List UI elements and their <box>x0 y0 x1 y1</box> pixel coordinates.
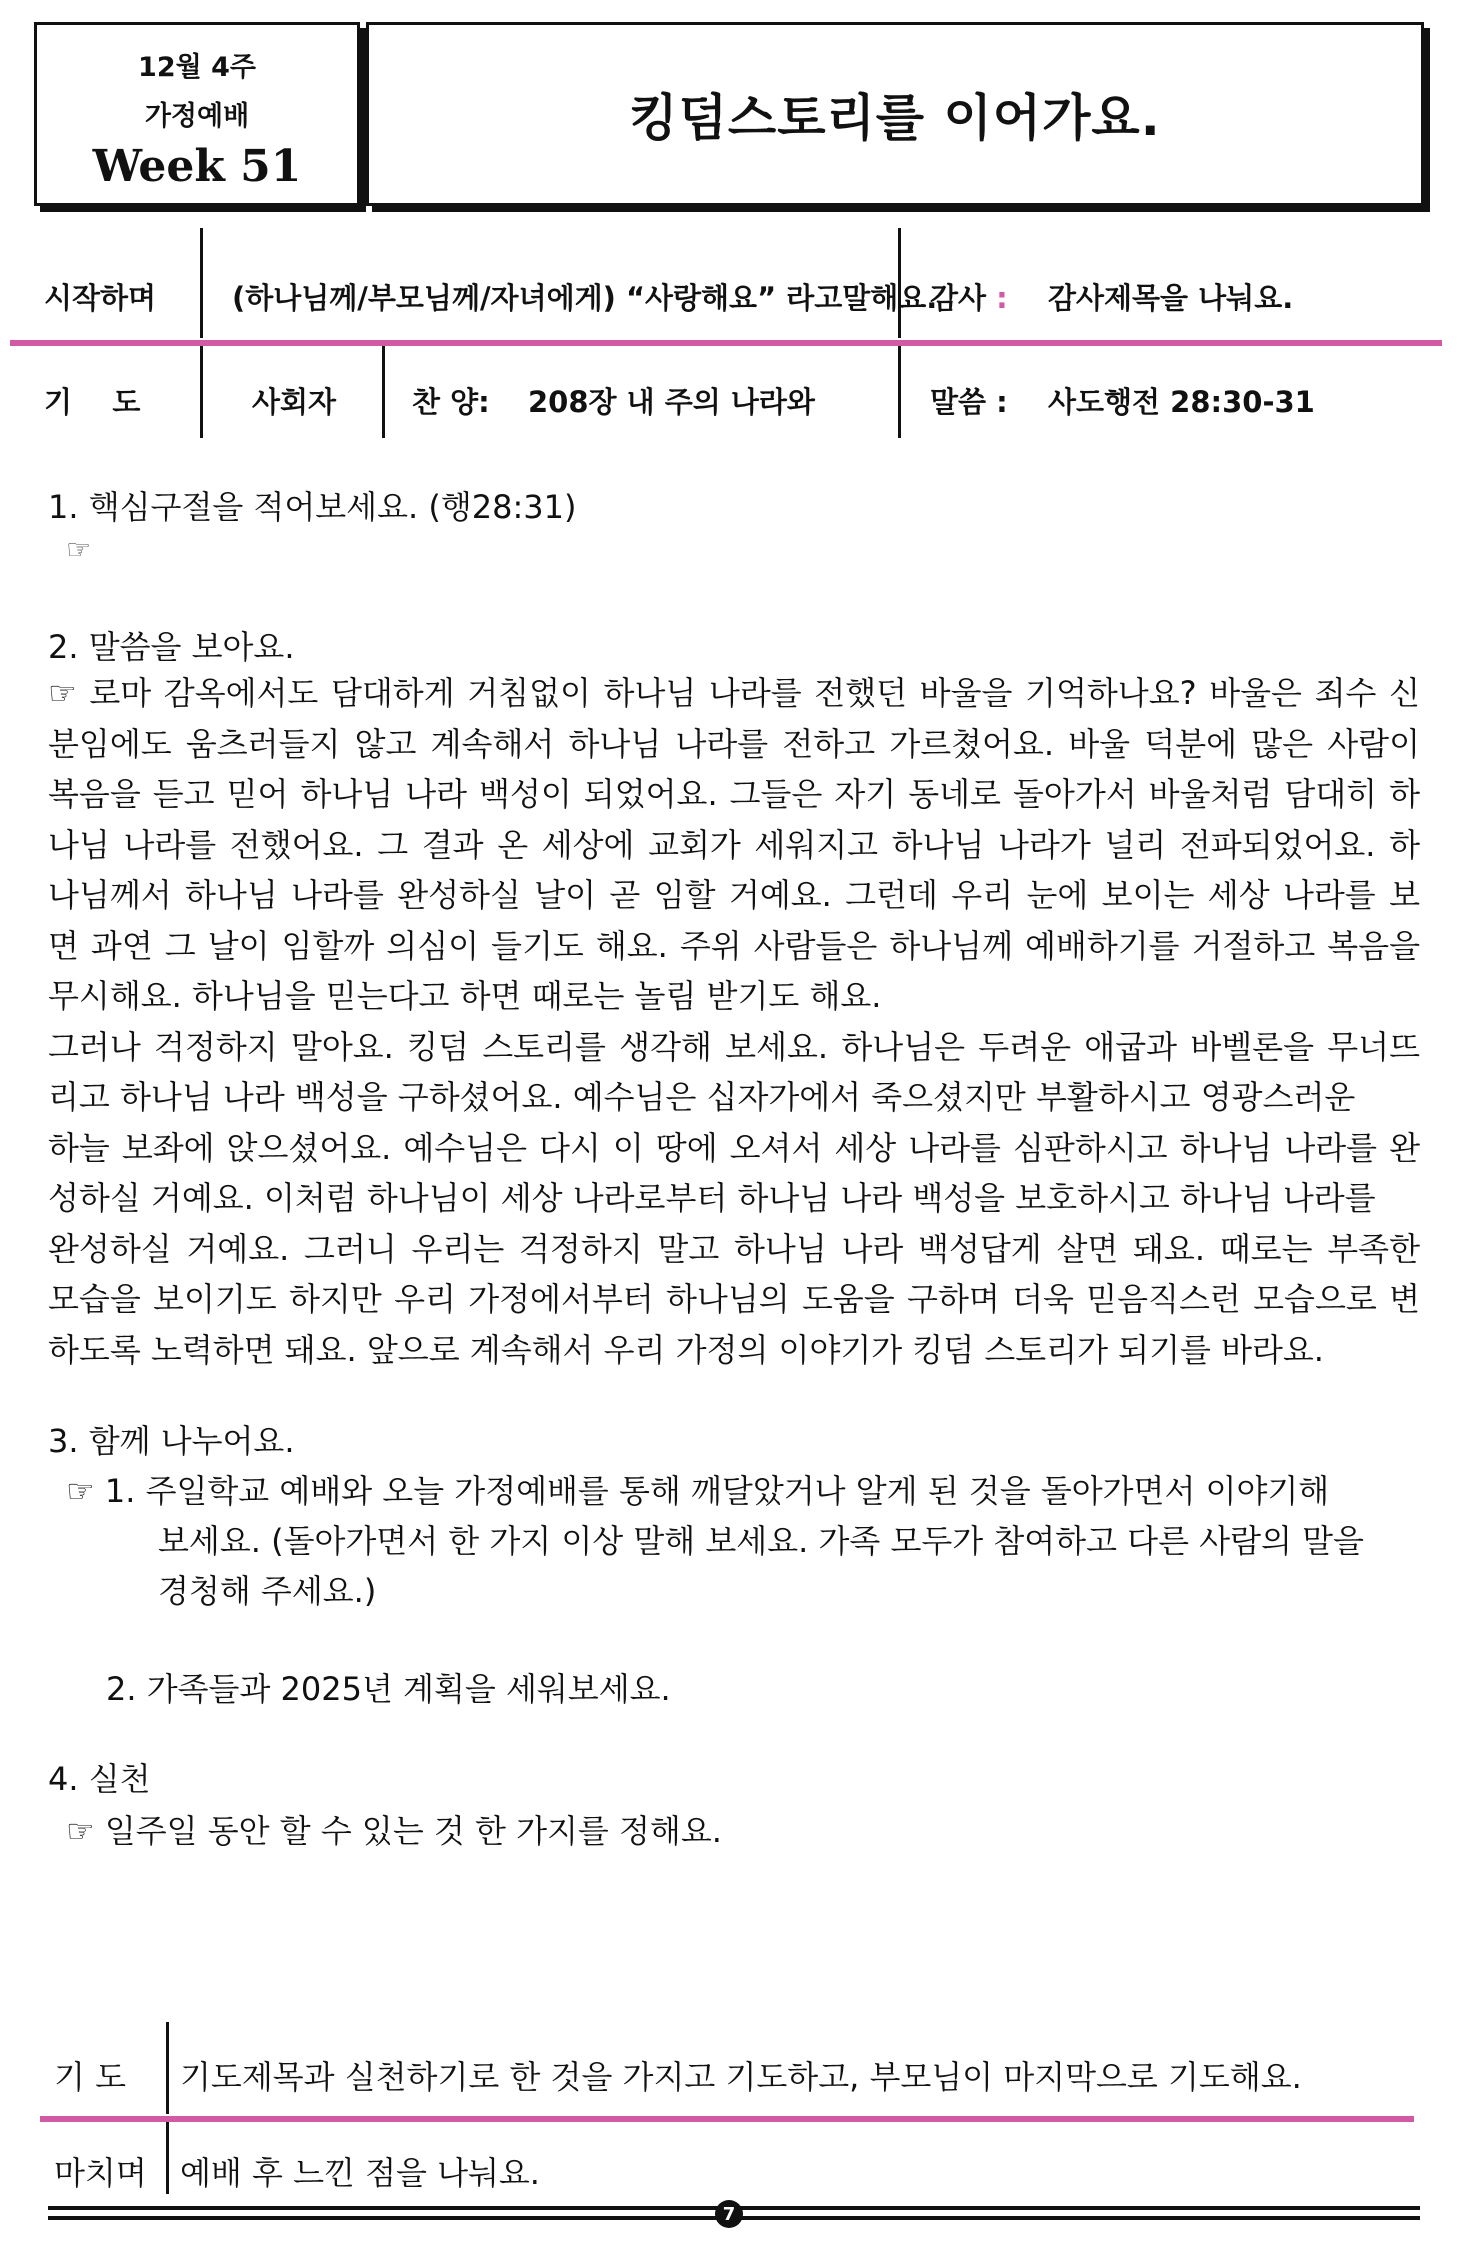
table-divider <box>200 346 203 438</box>
hymn-text: 208장 내 주의 나라와 <box>528 385 815 419</box>
thanks-colon: : <box>996 281 1008 315</box>
table-divider <box>200 228 203 338</box>
section-2-body <box>48 668 1420 1375</box>
section-4-title: 4. 실천 <box>48 1760 151 1798</box>
word-text: 사도행전 28:30-31 <box>1048 385 1315 419</box>
page-title: 킹덤스토리를 이어가요. <box>629 89 1161 147</box>
hymn-label: 찬 양: <box>412 385 490 419</box>
footer-closing-text: 예배 후 느낀 점을 나눠요. <box>180 2154 540 2192</box>
body-line: 면 과연 그 날이 임할까 의심이 들기도 해요. 주위 사람들은 하나님께 예배하기를 거절하고 복음을 <box>48 926 1420 965</box>
thanks-label <box>930 276 1008 317</box>
body-line: 하도록 노력하면 돼요. 앞으로 계속해서 우리 가정의 이야기가 킹덤 스토리가 되기를 바라요. <box>48 1330 1324 1369</box>
footer-closing-label: 마치며 <box>54 2154 147 2192</box>
body-line: 완성하실 거예요. 그러니 우리는 걱정하지 말고 하나님 나라 백성답게 살면 돼요. 때로는 부족한 <box>48 1229 1420 1268</box>
start-text: (하나님께/부모님께/자녀에게) “사랑해요” 라고말해요. <box>232 281 938 315</box>
body-line: 그러나 걱정하지 말아요. 킹덤 스토리를 생각해 보세요. 하나님은 두려운 애굽과 바벨론을 무너뜨 <box>48 1027 1420 1066</box>
practice-text: ☞ 일주일 동안 할 수 있는 것 한 가지를 정해요. <box>66 1812 722 1850</box>
footer-prayer-text: 기도제목과 실천하기로 한 것을 가지고 기도하고, 부모님이 마지막으로 기도해요. <box>180 2058 1302 2096</box>
thanks-text: 감사제목을 나눠요. <box>1048 281 1294 315</box>
week-number: Week 51 <box>92 141 302 192</box>
footer-pink-rule <box>40 2116 1414 2122</box>
host-label: 사회자 <box>252 385 337 419</box>
body-line: 복음을 듣고 믿어 하나님 나라 백성이 되었어요. 그들은 자기 동네로 돌아가서 바울처럼 담대히 하 <box>48 775 1420 813</box>
table-divider <box>382 346 385 438</box>
table-divider <box>898 346 901 438</box>
footer-prayer-label: 기 도 <box>54 2058 126 2096</box>
footer-divider <box>166 2022 169 2114</box>
pointer-icon: ☞ <box>66 533 92 566</box>
word-label: 말씀 : <box>930 385 1008 419</box>
section-3-title: 3. 함께 나누어요. <box>48 1422 295 1460</box>
share-item-1-line2: 보세요. (돌아가면서 한 가지 이상 말해 보세요. 가족 모두가 참여하고 다른 사람의 말을 <box>158 1522 1364 1560</box>
week-date: 12월 4주 <box>138 52 256 83</box>
body-line: 나님께서 하나님 나라를 완성하실 날이 곧 임할 거예요. 그런데 우리 눈에 보이는 세상 나라를 보 <box>48 876 1420 914</box>
share-item-1-line1: ☞ 1. 주일학교 예배와 오늘 가정예배를 통해 깨달았거나 알게 된 것을 돌아가면서 이야기해 <box>66 1472 1330 1510</box>
body-line: 무시해요. 하나님을 믿는다고 하면 때로는 놀림 받기도 해요. <box>48 977 882 1015</box>
prayer-label: 기 도 <box>44 385 141 419</box>
share-item-2: 2. 가족들과 2025년 계획을 세워보세요. <box>106 1670 671 1708</box>
table-pink-rule <box>10 340 1442 346</box>
thanks-label-text: 감사 <box>930 281 987 315</box>
share-item-1-line3: 경청해 주세요.) <box>158 1572 377 1610</box>
section-1-title: 1. 핵심구절을 적어보세요. (행28:31) <box>48 488 577 526</box>
body-line: 나님 나라를 전했어요. 그 결과 온 세상에 교회가 세워지고 하나님 나라가 널리 전파되었어요. 하 <box>48 825 1420 864</box>
body-line: ☞ 로마 감옥에서도 담대하게 거침없이 하나님 나라를 전했던 바울을 기억하나요? 바울은 죄수 신 <box>48 674 1420 712</box>
body-line: 성하실 거예요. 이처럼 하나님이 세상 나라로부터 하나님 나라 백성을 보호하시고 하나님 나라를 <box>48 1179 1376 1217</box>
body-line: 리고 하나님 나라 백성을 구하셨어요. 예수님은 십자가에서 죽으셨지만 부활하시고 영광스러운 <box>48 1078 1356 1116</box>
start-label: 시작하며 <box>44 281 157 315</box>
title-box <box>366 22 1424 206</box>
section-2-title: 2. 말씀을 보아요. <box>48 628 295 666</box>
footer-divider <box>166 2122 169 2194</box>
body-line: 하늘 보좌에 앉으셨어요. 예수님은 다시 이 땅에 오셔서 세상 나라를 심판하시고 하나님 나라를 완 <box>48 1128 1420 1167</box>
body-line: 모습을 보이기도 하지만 우리 가정에서부터 하나님의 도움을 구하며 더욱 믿음직스런 모습으로 변 <box>48 1280 1420 1318</box>
worship-type: 가정예배 <box>144 101 250 132</box>
body-line: 분임에도 움츠러들지 않고 계속해서 하나님 나라를 전하고 가르쳤어요. 바울 덕분에 많은 사람이 <box>48 724 1420 763</box>
week-box <box>34 22 360 206</box>
page-number: 7 <box>715 2200 743 2228</box>
